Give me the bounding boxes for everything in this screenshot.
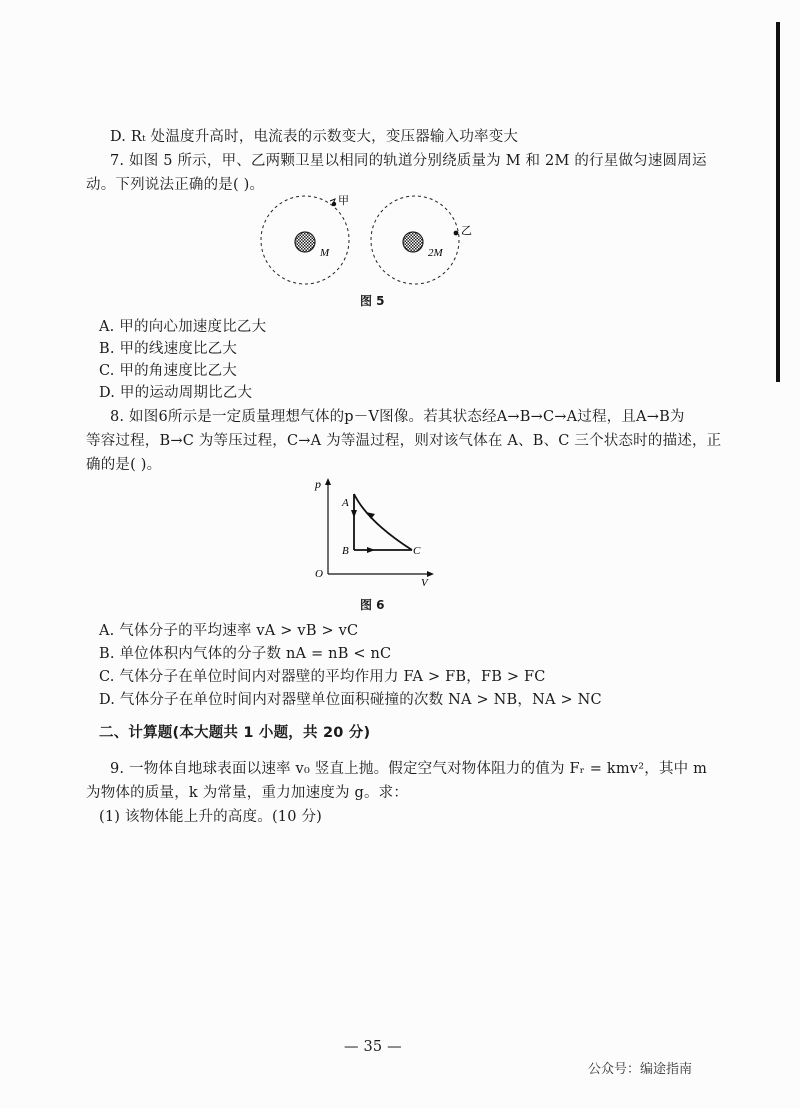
q8-stem-line2: 等容过程，B→C 为等压过程，C→A 为等温过程，则对该气体在 A、B、C 三个状态时的描述，正 xyxy=(86,433,722,449)
point-b-label: B xyxy=(342,545,349,557)
left-planet xyxy=(295,232,315,252)
q7-stem-line2: 动。下列说法正确的是( )。 xyxy=(86,177,265,193)
origin-label: O xyxy=(315,568,323,580)
right-planet-label: 2M xyxy=(428,247,443,259)
arrow-c-to-a xyxy=(366,512,375,519)
q8-stem-line1: 8. 如图6所示是一定质量理想气体的p－V图像。若其状态经A→B→C→A过程，且A→B为 xyxy=(110,409,685,425)
q6-option-d: D. Rₜ 处温度升高时，电流表的示数变大，变压器输入功率变大 xyxy=(110,129,519,145)
point-a-label: A xyxy=(342,497,349,509)
q8-option-c: C. 气体分子在单位时间内对器壁的平均作用力 FA > FB，FB > FC xyxy=(99,669,546,685)
figure-5 xyxy=(250,188,490,292)
path-c-to-a xyxy=(354,494,412,550)
scan-edge-bar xyxy=(776,22,780,382)
figure-5-caption: 图 5 xyxy=(360,294,385,308)
q9-stem-line1: 9. 一物体自地球表面以速率 v₀ 竖直上抛。假定空气对物体阻力的值为 Fᵣ = kmv²，其中 m xyxy=(110,761,708,777)
q9-part-1: (1) 该物体能上升的高度。(10 分) xyxy=(99,809,323,825)
arrow-a-to-b xyxy=(351,510,357,518)
q8-stem-line3: 确的是( )。 xyxy=(86,457,162,473)
x-axis-arrow xyxy=(427,571,434,577)
q8-option-d: D. 气体分子在单位时间内对器壁单位面积碰撞的次数 NA > NB，NA > NC xyxy=(99,692,602,708)
q7-option-b: B. 甲的线速度比乙大 xyxy=(99,341,238,357)
arrow-b-to-c xyxy=(367,547,375,553)
figure-6-caption: 图 6 xyxy=(360,598,385,612)
left-planet-label: M xyxy=(320,247,330,259)
left-satellite-label: 甲 xyxy=(338,195,349,207)
section-2-heading: 二、计算题(本大题共 1 小题，共 20 分) xyxy=(99,725,371,741)
q9-stem-line2: 为物体的质量，k 为常量，重力加速度为 g。求： xyxy=(86,785,409,801)
y-axis-arrow xyxy=(325,478,331,485)
figure-6 xyxy=(305,474,445,590)
q7-stem-line1: 7. 如图 5 所示，甲、乙两颗卫星以相同的轨道分别绕质量为 M 和 2M 的行星做匀速圆周运 xyxy=(110,153,707,169)
right-planet xyxy=(403,232,423,252)
q7-option-d: D. 甲的运动周期比乙大 xyxy=(99,385,253,401)
q7-option-a: A. 甲的向心加速度比乙大 xyxy=(99,319,267,335)
page-number: — 35 — xyxy=(344,1039,402,1055)
right-satellite xyxy=(454,231,459,236)
right-satellite-label: 乙 xyxy=(461,225,472,237)
watermark-text: 公众号：编途指南 xyxy=(588,1062,693,1077)
q7-option-c: C. 甲的角速度比乙大 xyxy=(99,363,237,379)
x-axis-label: V xyxy=(421,577,428,589)
y-axis-label: p xyxy=(315,477,321,491)
point-c-label: C xyxy=(413,545,421,557)
q8-option-b: B. 单位体积内气体的分子数 nA = nB < nC xyxy=(99,646,392,662)
q8-option-a: A. 气体分子的平均速率 vA > vB > vC xyxy=(99,623,359,639)
